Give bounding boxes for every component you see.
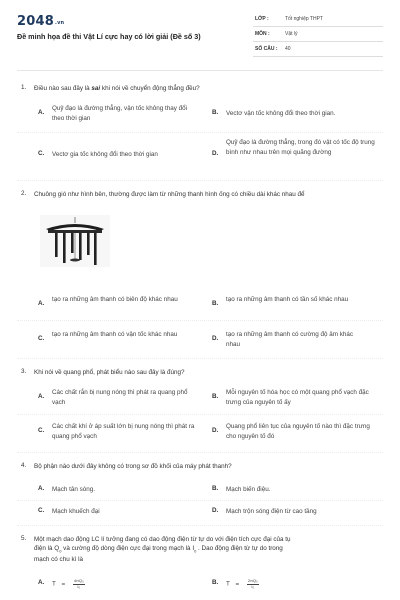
question-number: 4. <box>21 462 27 469</box>
subscript: 0 <box>59 548 62 554</box>
option-label: D. <box>212 507 219 514</box>
meta-value: Vật lý <box>285 31 298 37</box>
option-text: tạo ra những âm thanh có tần số khác nhau <box>226 296 349 303</box>
meta-value: 40 <box>285 46 291 52</box>
option-label: A. <box>38 109 45 116</box>
option-text: Các chất khí ở áp suất lớn bị nung nóng thì phát ra quang phổ vạch <box>52 423 195 440</box>
question-line: Một mạch dao động LC lí tưởng đang có dao động điện từ tự do với điện tích cực đại của tụ <box>34 536 291 543</box>
question-text-part: khi nói về chuyển động thẳng đều? <box>100 85 200 92</box>
question-number: 3. <box>21 368 27 375</box>
question-number: 2. <box>21 190 27 197</box>
meta-key: LỚP : <box>255 16 269 22</box>
question-divider <box>17 452 383 453</box>
option-label: C. <box>38 507 45 514</box>
wind-chime-image <box>40 215 110 267</box>
subscript: 0 <box>194 548 197 554</box>
question-text <box>34 535 379 564</box>
option-label: B. <box>212 300 219 307</box>
option-label: A. <box>38 579 45 586</box>
option-label: B. <box>212 579 219 586</box>
option-divider <box>17 320 383 321</box>
option-text: Quỹ đạo là đường thẳng, vận tốc không thay đổi theo thời gian <box>52 105 188 122</box>
fraction-denominator: I₀ <box>77 583 81 589</box>
option-label: A. <box>38 485 45 492</box>
formula-lhs: T <box>226 580 230 588</box>
fraction-numerator: 4πQ₀ <box>73 578 84 583</box>
question-divider <box>17 358 383 359</box>
meta-row-subject <box>253 29 383 42</box>
option-text: tạo ra những âm thanh có cường độ âm khác nhau <box>226 331 354 348</box>
option-label: C. <box>38 150 45 157</box>
question-text: Bộ phận nào dưới đây không có trong sơ đồ khối của máy phát thanh? <box>34 463 232 470</box>
formula-fraction <box>247 579 259 589</box>
question-text <box>34 84 379 93</box>
option-text: Mỗi nguyên tố hóa học có một quang phổ vạch đặc trưng của nguyên tố ấy <box>226 389 369 406</box>
option-text: tạo ra những âm thanh có vận tốc khác nhau <box>52 331 178 338</box>
option-text: Mạch tân sóng. <box>52 486 96 493</box>
option-divider <box>17 500 383 501</box>
question-line: mạch có chu kì là <box>34 556 83 564</box>
question-divider <box>17 180 383 181</box>
fraction-numerator: 2πQ₀ <box>247 578 258 583</box>
option-divider <box>17 414 383 415</box>
option-text: Các chất rắn bị nung nóng thì phát ra quang phổ vạch <box>52 389 188 406</box>
option-formula <box>52 579 192 589</box>
option-label: D. <box>212 335 219 342</box>
question-divider <box>17 525 383 526</box>
option-formula <box>226 579 366 589</box>
option-text: Mạch khuếch đại <box>52 508 100 515</box>
meta-row-count <box>253 44 383 57</box>
option-label: B. <box>212 109 219 116</box>
question-line: . Dao động điện từ tự do trong <box>196 545 283 552</box>
question-text-part: Điều nào sau đây là <box>34 85 92 92</box>
meta-key: SỐ CÂU : <box>255 46 278 52</box>
option-text: Vectơ gia tốc không đổi theo thời gian <box>52 151 158 158</box>
fraction-denominator: I₀ <box>251 583 255 589</box>
question-line: và cường độ dòng điện cực đại trong mạch là I <box>61 545 195 552</box>
option-label: A. <box>38 300 45 307</box>
option-label: C. <box>38 335 45 342</box>
option-label: B. <box>212 485 219 492</box>
header-divider <box>17 70 383 71</box>
question-text: Chuông gió như hình bên, thường được làm từ những thanh hình ống có chiều dài khác nhau để <box>34 191 305 198</box>
option-text: Mạch trộn sóng điện từ cao tầng <box>226 508 317 515</box>
question-text: Khi nói về quang phổ, phát biểu nào sau đây là đúng? <box>34 369 185 376</box>
logo-text: 2048 <box>17 14 54 29</box>
meta-value: Tốt nghiệp THPT <box>285 16 323 22</box>
question-number: 5. <box>21 535 27 542</box>
meta-key: MÔN : <box>255 31 270 37</box>
option-label: B. <box>212 393 219 400</box>
question-line: điện là Q <box>34 545 60 552</box>
formula-eq: = <box>61 580 66 588</box>
question-number: 1. <box>21 84 27 91</box>
logo-domain: .vn <box>54 20 65 26</box>
document-title: Đề minh họa đề thi Vật Lí cực hay có lời giải (Đề số 3) <box>17 32 201 41</box>
option-label: D. <box>212 150 219 157</box>
option-label: A. <box>38 393 45 400</box>
option-label: C. <box>38 427 45 434</box>
formula-eq: = <box>235 580 240 588</box>
meta-row-class <box>253 14 383 27</box>
site-logo[interactable] <box>17 14 64 29</box>
option-label: D. <box>212 427 219 434</box>
question-emphasis: sai <box>91 85 101 92</box>
option-text: Vectơ vận tốc không đổi theo thời gian. <box>226 110 336 117</box>
formula-fraction <box>73 579 85 589</box>
option-text: Quỹ đạo là đường thẳng, trong đó vật có tốc độ trung bình như nhau trên mọi quãng đường <box>226 139 375 156</box>
option-text: Mạch biến điệu. <box>226 486 271 493</box>
formula-lhs: T <box>52 580 56 588</box>
option-text: tạo ra những âm thanh có biên độ khác nhau <box>52 296 178 303</box>
option-text: Quang phổ liên tục của nguyên tố nào thì đặc trưng cho nguyên tố đó <box>226 423 370 440</box>
option-divider <box>17 132 383 133</box>
